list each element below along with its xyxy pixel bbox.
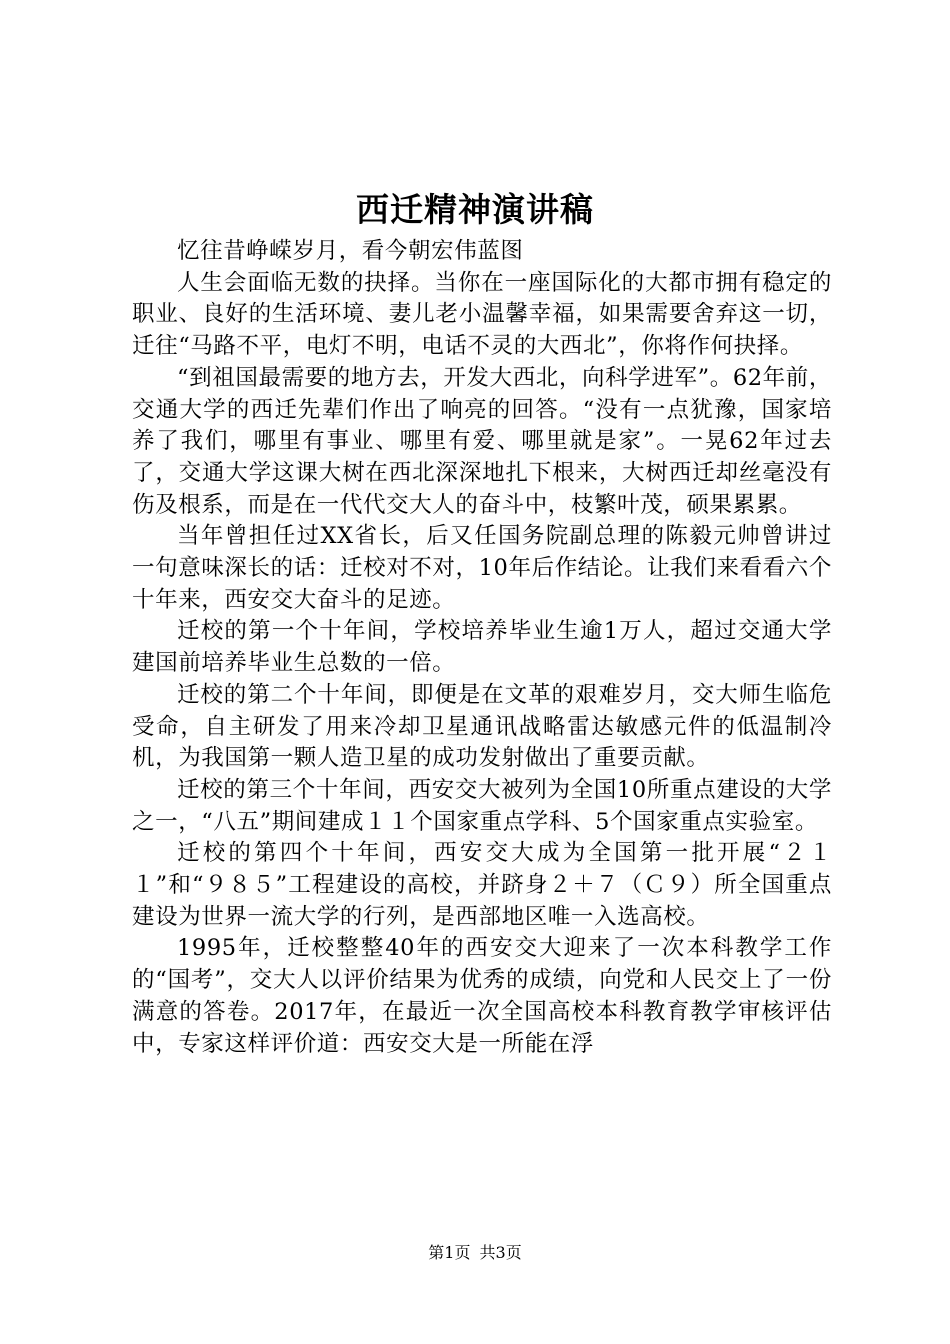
- body-paragraph: 当年曾担任过XX省长，后又任国务院副总理的陈毅元帅曾讲过一句意味深长的话：迁校对不对，10年后作结论。让我们来看看六个十年来，西安交大奋斗的足迹。: [132, 523, 832, 613]
- body-paragraph: “到祖国最需要的地方去，开发大西北，向科学进军”。62年前，交通大学的西迁先辈们作出了响亮的回答。“没有一点犹豫，国家培养了我们，哪里有事业、哪里有爱、哪里就是家”。一晃62年过去了，交通大学这课大树在西北深深地扎下根来，大树西迁却丝毫没有伤及根系，而是在一代代交大人的奋斗中，枝繁叶茂，硕果累累。: [132, 364, 832, 518]
- document-title: 西迁精神演讲稿: [356, 190, 594, 229]
- body-paragraph: 迁校的第二个十年间，即便是在文革的艰难岁月，交大师生临危受命，自主研发了用来冷却卫星通讯战略雷达敏感元件的低温制冷机，为我国第一颗人造卫星的成功发射做出了重要贡献。: [132, 681, 832, 772]
- body-paragraph: 迁校的第一个十年间，学校培养毕业生逾1万人，超过交通大学建国前培养毕业生总数的一倍。: [132, 618, 832, 677]
- body-paragraph: 迁校的第四个十年间，西安交大成为全国第一批开展“２１１”和“９８５”工程建设的高校，并跻身２＋７（Ｃ９）所全国重点建设为世界一流大学的行列，是西部地区唯一入选高校。: [132, 840, 832, 930]
- document-body: [132, 236, 832, 1060]
- page-total: 共3页: [479, 1243, 522, 1262]
- body-paragraph: 迁校的第三个十年间，西安交大被列为全国10所重点建设的大学之一，“八五”期间建成１１个国家重点学科、5个国家重点实验室。: [132, 776, 832, 835]
- body-paragraph: 人生会面临无数的抉择。当你在一座国际化的大都市拥有稳定的职业、良好的生活环境、妻儿老小温馨幸福，如果需要舍弃这一切，迁往“马路不平，电灯不明，电话不灵的大西北”，你将作何抉择。: [132, 269, 832, 360]
- page-number: 第1页: [428, 1243, 471, 1262]
- page-footer: [0, 1242, 950, 1264]
- body-paragraph: 1995年，迁校整整40年的西安交大迎来了一次本科教学工作的“国考”，交大人以评价结果为优秀的成绩，向党和人民交上了一份满意的答卷。2017年，在最近一次全国高校本科教育教学审核评估中，专家这样评价道：西安交大是一所能在浮: [132, 935, 832, 1057]
- subtitle-paragraph: 忆往昔峥嵘岁月，看今朝宏伟蓝图: [177, 238, 524, 264]
